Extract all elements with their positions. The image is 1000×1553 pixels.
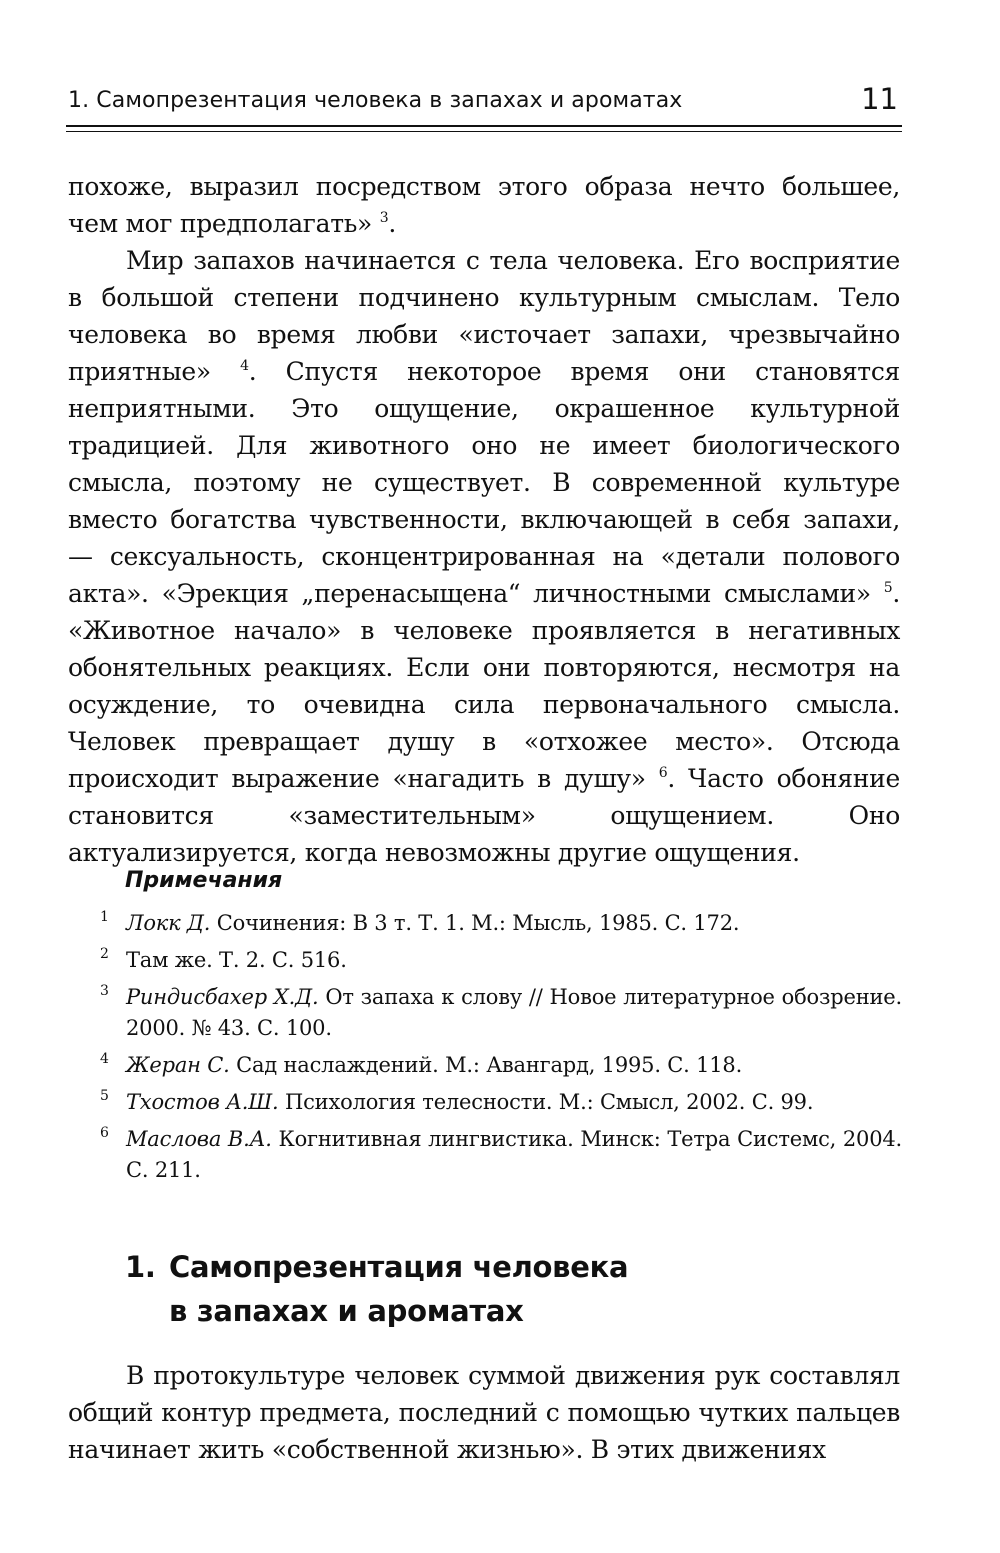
note-author: Жеран С.	[126, 1053, 230, 1077]
section-heading-line1: 1. Самопрезентация человека	[125, 1245, 628, 1289]
note-text: Когнитивная лингвистика. Минск: Тетра Системс, 2004. С. 211.	[126, 1127, 902, 1182]
page-number: 11	[861, 82, 898, 116]
section-text	[68, 1357, 900, 1468]
section-paragraph: В протокультуре человек суммой движения рук составлял общий контур предмета, последний с помощью чутких пальцев начинает жить «собственной жизнью». В этих движениях	[68, 1361, 900, 1464]
note-item	[100, 908, 902, 939]
note-text: От запаха к слову // Новое литературное обозрение. 2000. № 43. С. 100.	[126, 985, 902, 1040]
note-item	[100, 1087, 902, 1118]
note-number: 6	[100, 1125, 109, 1141]
section-heading	[125, 1245, 628, 1333]
note-text: Психология телесности. М.: Смысл, 2002. С. 99.	[278, 1090, 814, 1114]
note-number: 2	[100, 946, 109, 962]
footnote-ref-3[interactable]: 3	[379, 210, 389, 226]
note-item	[100, 982, 902, 1044]
note-number: 3	[100, 983, 109, 999]
note-author: Тхостов А.Ш.	[126, 1090, 279, 1114]
note-author: Маслова В.А.	[126, 1127, 272, 1151]
footnote-ref-5[interactable]: 5	[883, 580, 893, 596]
running-head	[68, 82, 900, 122]
paragraph-smell-world: Мир запахов начинается с тела человека. Его восприятие в большой степени подчинено культурным смыслам. Тело человека во время любви «источает запахи, чрезвычайно приятные» $^4$. Спустя некоторое время они становятся неприятными. Это ощущение, окрашенное культурной традицией. Для животного оно не имеет биологического смысла, поэтому не существует. В современной культуре вместо богатства чувственности, включающей в себя запахи, — сексуальность, сконцентрированная на «детали полового акта». «Эрекция „перенасыщена“ личностными смыслами» $^5$. «Животное начало» в человеке проявляется в негативных обонятельных реакциях. Если они повторяются, несмотря на осуждение, то очевидна сила первоначального смысла. Человек превращает душу в «отхожее место». Отсюда происходит выражение «нагадить в душу» $^6$. Часто обоняние становится «заместительным» ощущением. Оно актуализируется, когда невозможны другие ощущения.	[68, 246, 900, 867]
note-text: Сад наслаждений. М.: Авангард, 1995. С. 118.	[229, 1053, 743, 1077]
notes-heading: Примечания	[125, 868, 283, 893]
note-item	[100, 1124, 902, 1186]
header-rule-thin	[66, 131, 902, 132]
note-number: 4	[100, 1051, 109, 1067]
footnote-ref-4[interactable]: 4	[240, 358, 249, 374]
notes-list	[100, 908, 902, 1192]
header-rule-thick	[66, 125, 902, 127]
note-text: Сочинения: В 3 т. Т. 1. М.: Мысль, 1985. С. 172.	[210, 911, 740, 935]
note-number: 5	[100, 1088, 109, 1104]
note-item	[100, 1050, 902, 1081]
section-number: 1.	[125, 1250, 156, 1284]
footnote-ref-6[interactable]: 6	[658, 765, 668, 781]
main-text	[68, 168, 900, 871]
section-heading-line2: в запахах и ароматах	[169, 1294, 524, 1328]
paragraph-continuation: похоже, выразил посредством этого образа нечто большее, чем мог предполагать» $^3$.	[68, 172, 900, 238]
note-author: Риндисбахер Х.Д.	[126, 985, 319, 1009]
note-number: 1	[100, 909, 109, 925]
running-title: 1. Самопрезентация человека в запахах и ароматах	[68, 88, 683, 113]
note-item	[100, 945, 902, 976]
note-author: Локк Д.	[126, 911, 211, 935]
note-text: Там же. Т. 2. С. 516.	[126, 948, 347, 972]
